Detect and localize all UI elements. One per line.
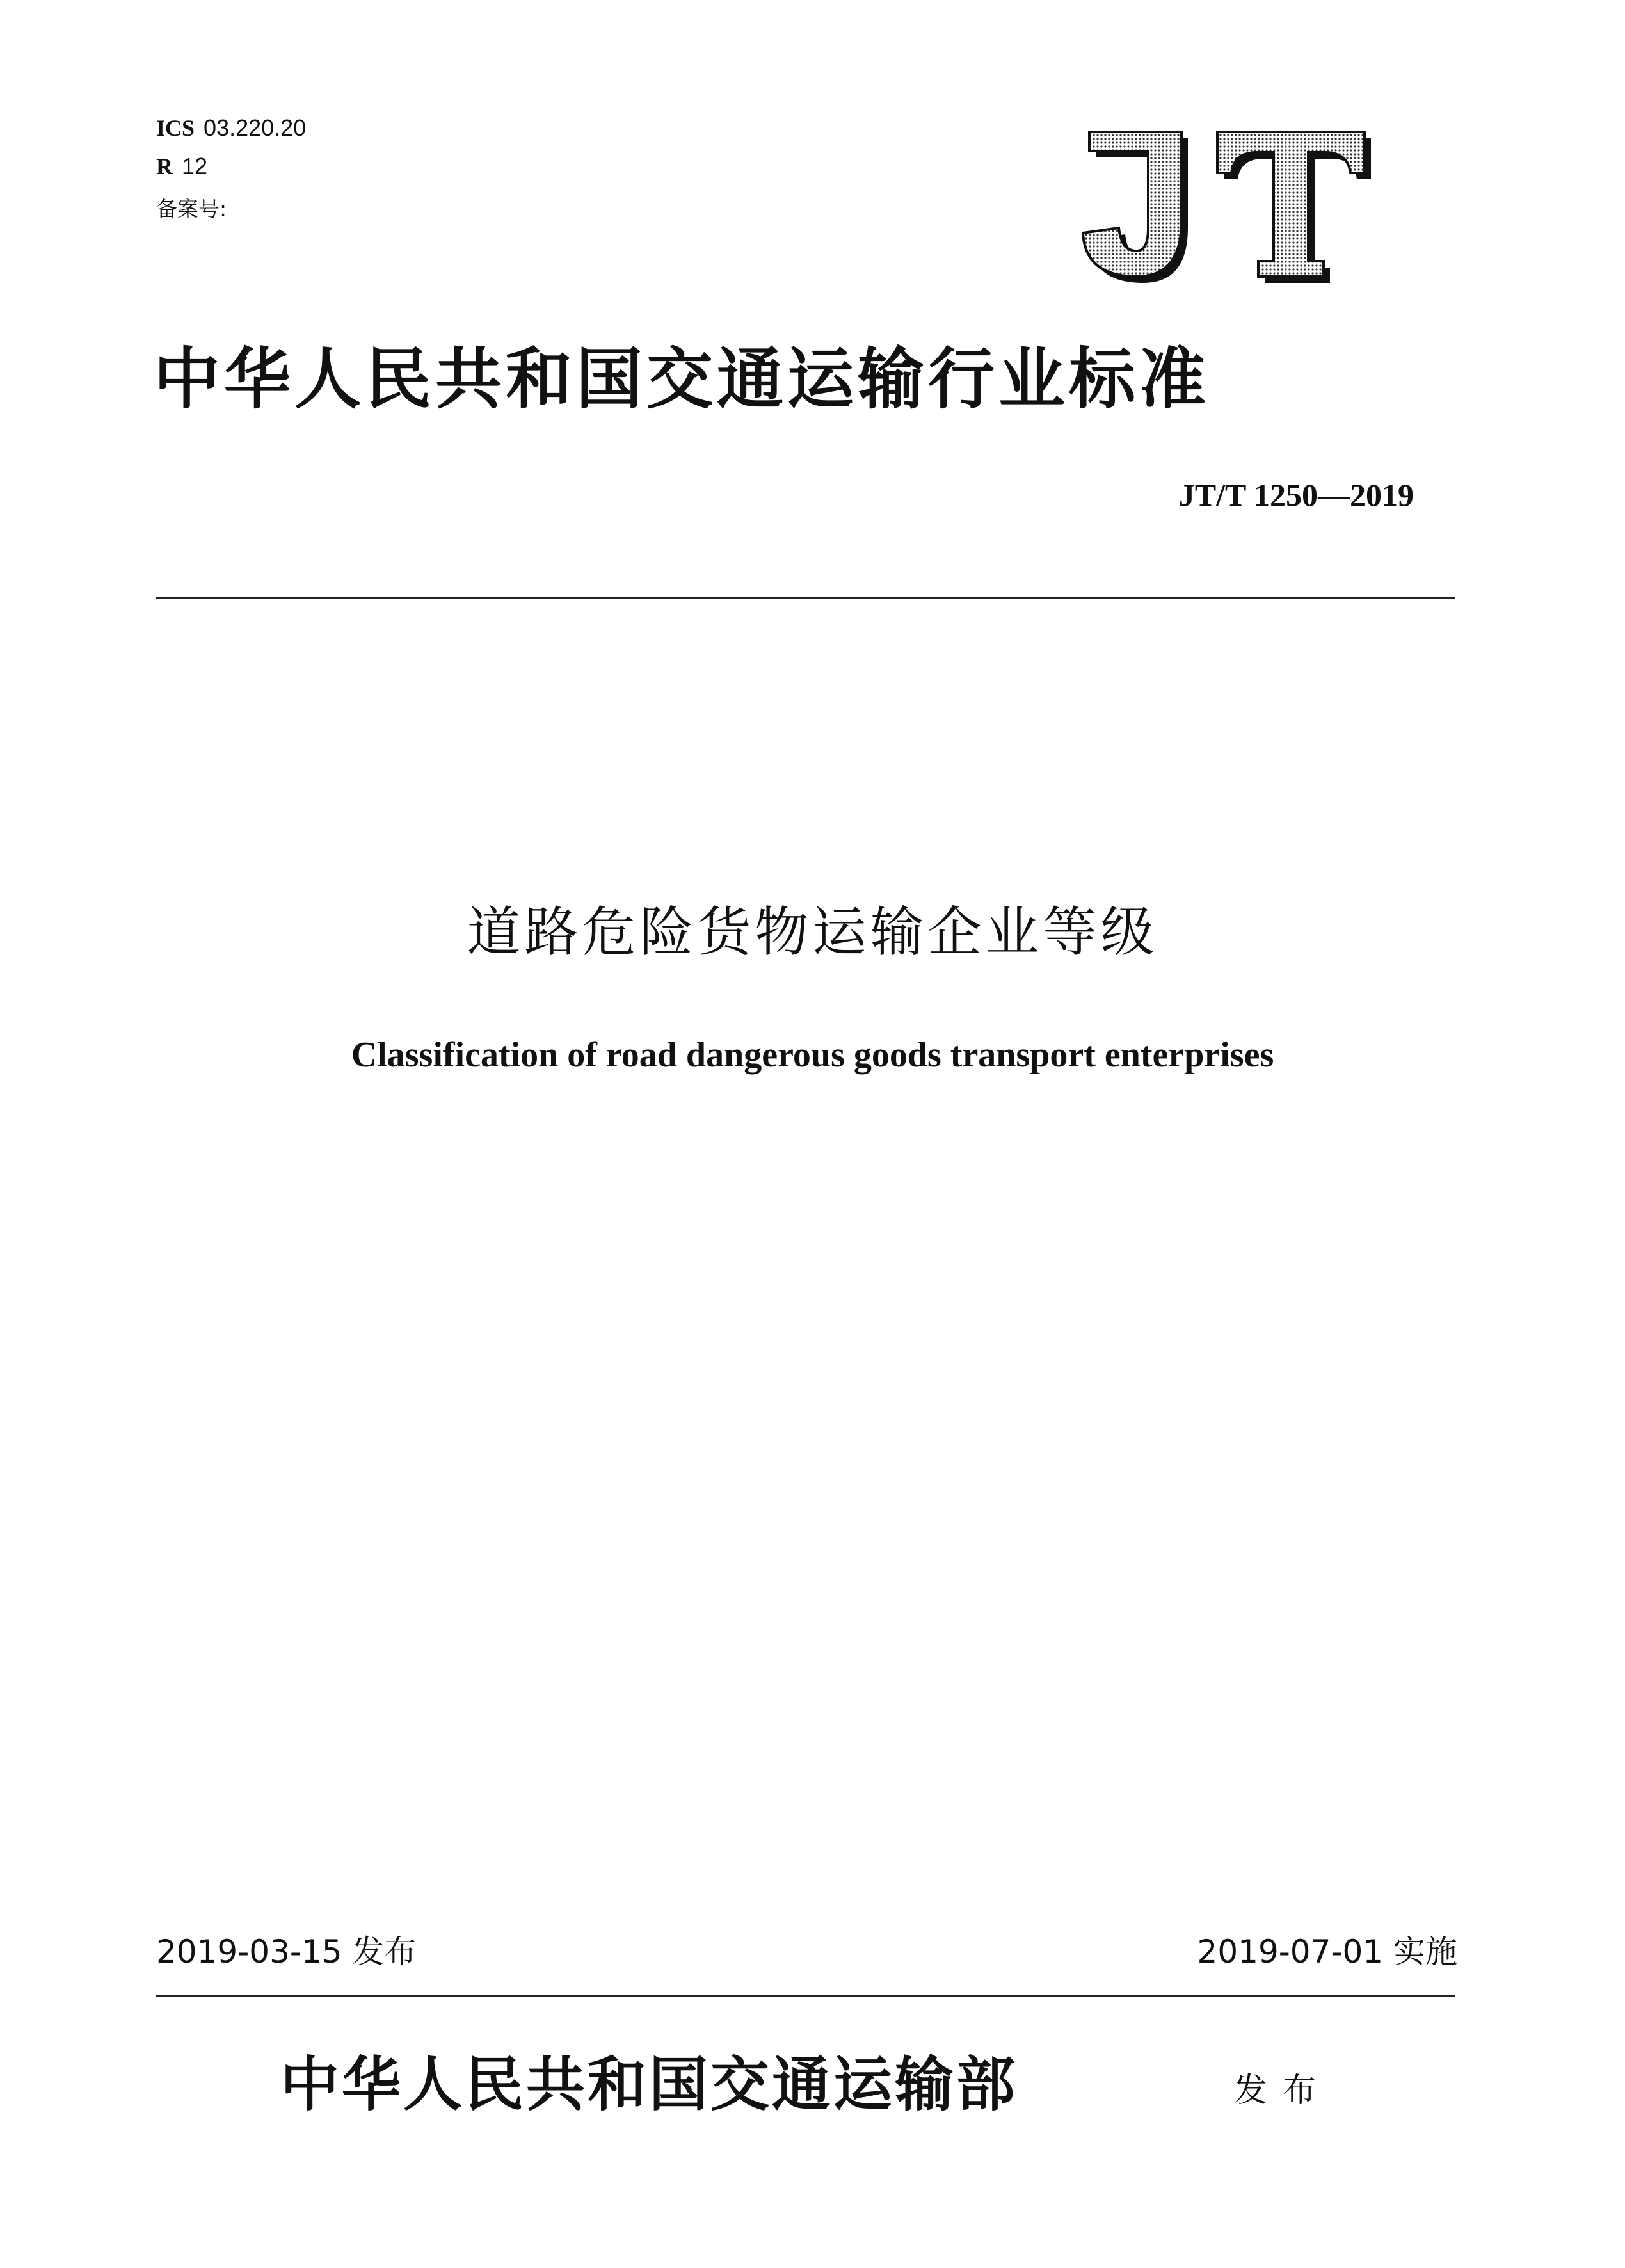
ccs-label: R bbox=[156, 154, 173, 179]
issue-date: 2019-03-15 发布 bbox=[156, 1933, 417, 1970]
document-title-cn: 道路危险货物运输企业等级 bbox=[467, 901, 1158, 963]
ics-label: ICS bbox=[156, 115, 195, 141]
footer-divider bbox=[156, 1995, 1455, 1997]
ics-code bbox=[156, 117, 306, 140]
effective-date: 2019-07-01 实施 bbox=[1197, 1933, 1457, 1970]
header-divider bbox=[156, 597, 1455, 599]
standard-type-title: 中华人民共和国交通运输行业标准 bbox=[154, 339, 1210, 418]
document-title-en: Classification of road dangerous goods transport enterprises bbox=[351, 1035, 1274, 1075]
ccs-code bbox=[156, 155, 207, 178]
ccs-value: 12 bbox=[182, 153, 208, 179]
standard-code: JT/T 1250—2019 bbox=[1178, 477, 1414, 513]
jt-standard-logo bbox=[1050, 125, 1382, 286]
filing-number-label: 备案号: bbox=[156, 197, 227, 221]
ics-value: 03.220.20 bbox=[204, 115, 307, 141]
issuer-suffix: 发布 bbox=[1234, 2071, 1332, 2110]
issuing-authority: 中华人民共和国交通运输部 bbox=[280, 2050, 1018, 2119]
